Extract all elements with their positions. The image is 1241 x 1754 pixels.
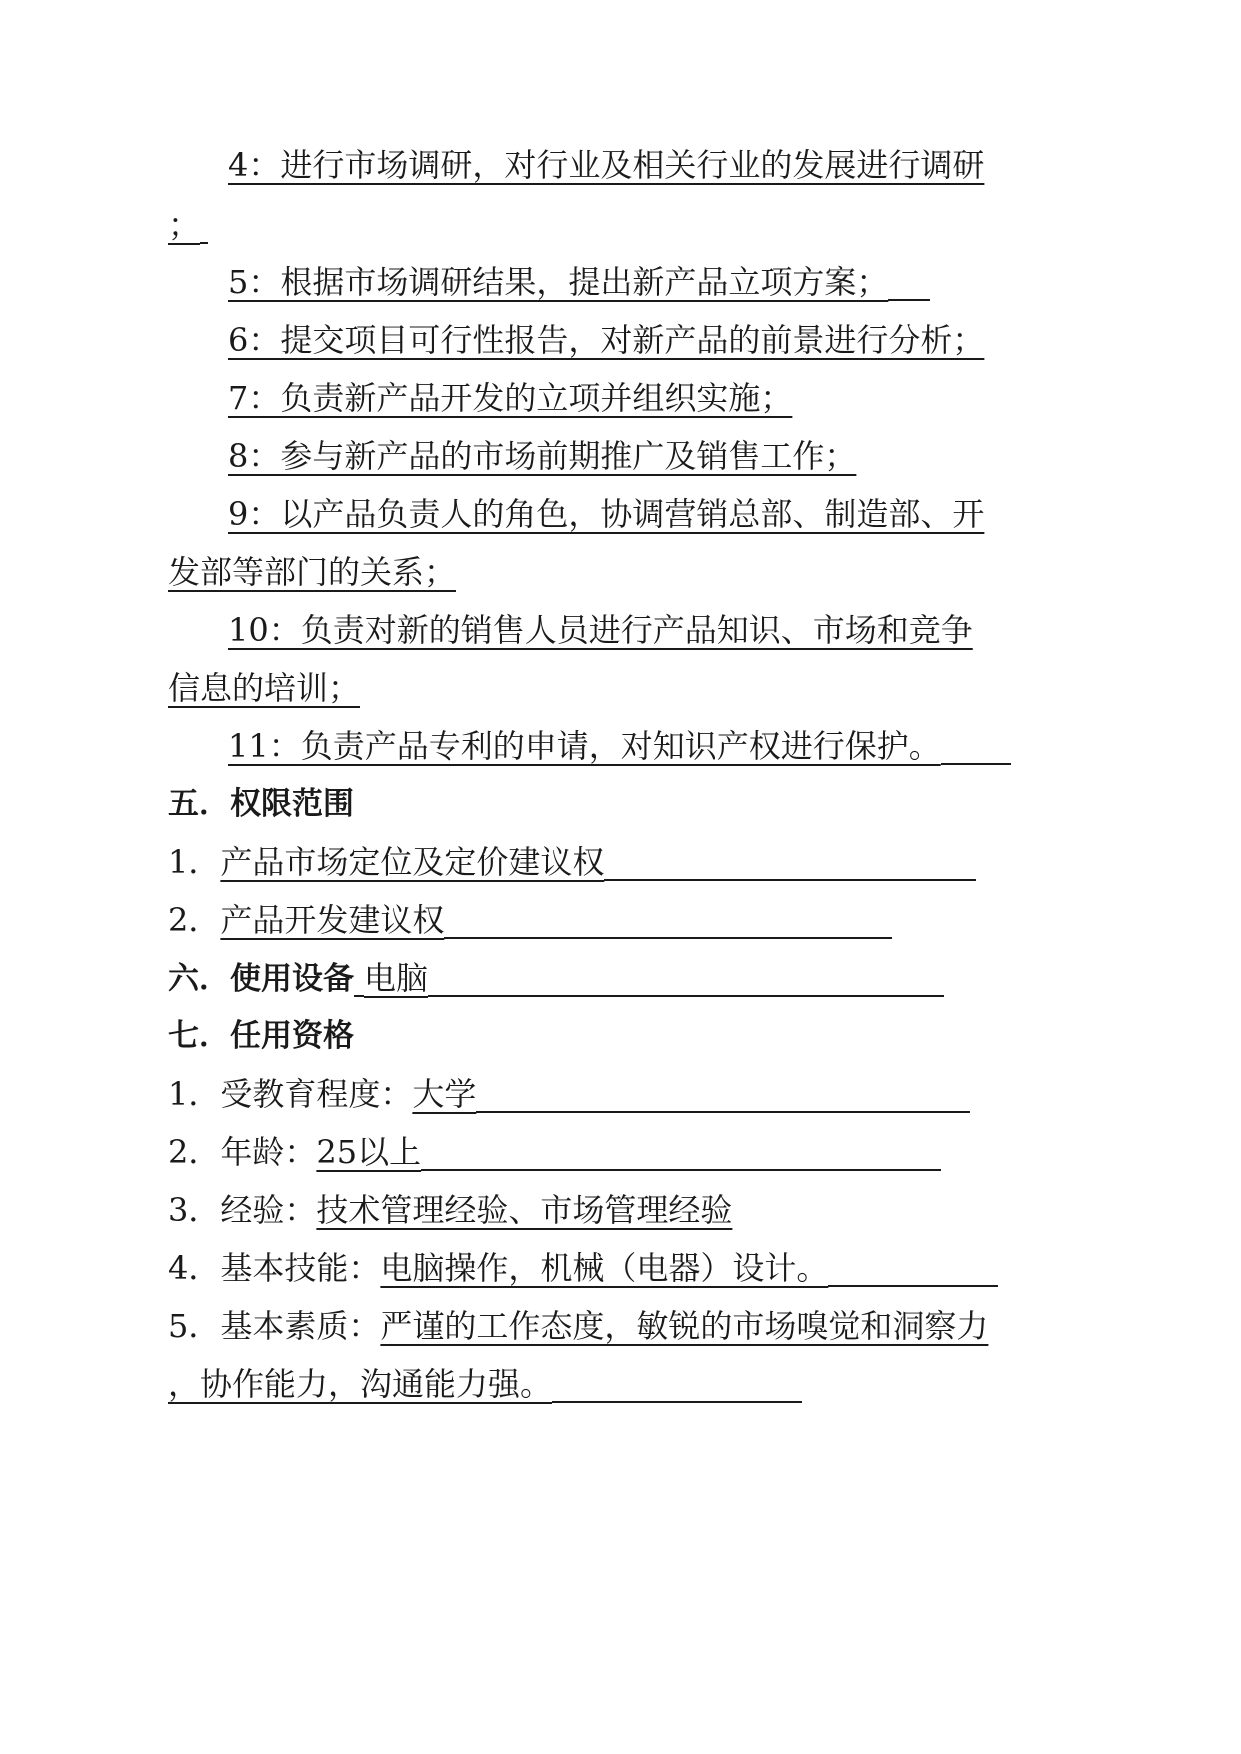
section-heading-authority: 五．权限范围 [168,786,354,822]
equipment-line [168,958,944,999]
qualification-skills [168,1248,998,1288]
duty-text: 8：参与新产品的市场前期推广及销售工作； [228,437,857,475]
duty-item-4-cont [168,205,208,245]
qualification-qualities-cont [168,1364,802,1404]
authority-item-2 [168,900,892,940]
duty-text: 5：根据市场调研结果，提出新产品立项方案； [228,263,889,301]
duty-item-5 [228,262,930,302]
item-text: 产品市场定位及定价建议权 [220,843,605,881]
section-heading-qualifications: 七．任用资格 [168,1018,354,1054]
item-label: 年龄： [220,1133,317,1171]
duty-text: ； [168,206,201,244]
item-label: 基本技能： [220,1249,381,1287]
qualification-education [168,1074,970,1114]
item-number: 1． [168,1075,221,1113]
item-label: 基本素质： [220,1307,381,1345]
item-text: 产品开发建议权 [220,901,445,939]
item-number: 4． [168,1249,221,1287]
qualification-age [168,1132,941,1172]
item-value: 严谨的工作态度，敏锐的市场嗅觉和洞察力 [380,1307,989,1345]
duty-text: 信息的培训； [168,669,361,707]
item-value-cont: ，协作能力，沟通能力强。 [168,1365,553,1403]
duty-text: 9：以产品负责人的角色，协调营销总部、制造部、开 [228,495,985,533]
item-number: 5． [168,1307,221,1345]
item-value: 25以上 [316,1133,422,1171]
duty-item-7 [228,378,792,418]
qualification-experience [168,1190,732,1230]
duty-item-9-cont [168,552,456,592]
duty-text: 10：负责对新的销售人员进行产品知识、市场和竞争 [228,611,973,649]
item-number: 1． [168,843,221,881]
equipment-value: 电脑 [364,959,429,997]
duty-item-10 [228,610,973,650]
item-number: 2． [168,1133,221,1171]
item-number: 2． [168,901,221,939]
item-value: 大学 [412,1075,477,1113]
duty-item-4 [228,145,984,185]
duty-text: 11：负责产品专利的申请，对知识产权进行保护。 [228,727,941,765]
duty-item-6 [228,320,984,360]
qualification-qualities [168,1306,988,1346]
section-heading-equipment: 六．使用设备 [168,961,354,997]
duty-text: 7：负责新产品开发的立项并组织实施； [228,379,793,417]
duty-text: 发部等部门的关系； [168,553,457,591]
duty-item-8 [228,436,856,476]
duty-text: 6：提交项目可行性报告，对新产品的前景进行分析； [228,321,985,359]
item-value: 技术管理经验、市场管理经验 [316,1191,733,1229]
item-value: 电脑操作，机械（电器）设计。 [380,1249,829,1287]
duty-item-10-cont [168,668,360,708]
authority-item-1 [168,842,976,882]
item-number: 3． [168,1191,221,1229]
duty-item-9 [228,494,984,534]
duty-text: 4：进行市场调研，对行业及相关行业的发展进行调研 [228,146,985,184]
item-label: 受教育程度： [220,1075,413,1113]
item-label: 经验： [220,1191,317,1229]
duty-item-11 [228,726,1011,766]
